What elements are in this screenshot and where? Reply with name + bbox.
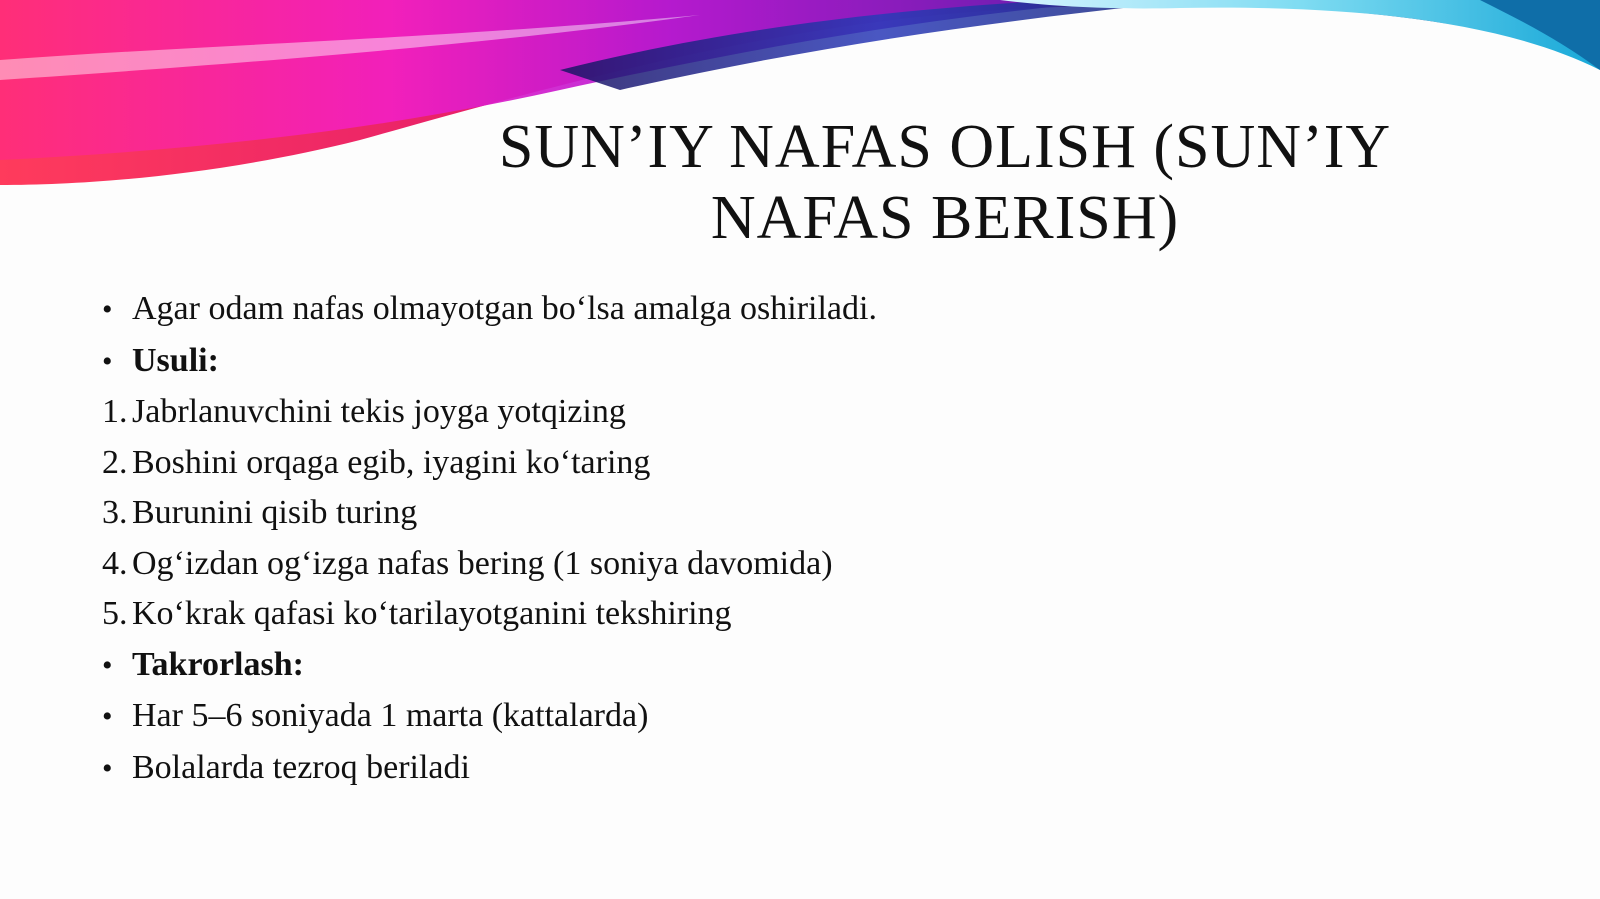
step-text: Ko‘krak qafasi ko‘tarilayotganini tekshiring [132, 595, 732, 632]
numbered-step [102, 488, 1402, 539]
section-heading-takrorlash: Takrorlash: [132, 645, 304, 683]
bullet-text: Agar odam nafas olmayotgan bo‘lsa amalga oshiriladi. [132, 290, 877, 327]
slide-body [102, 284, 1402, 794]
bullet-item [102, 691, 1402, 743]
numbered-step [102, 589, 1402, 640]
step-text: Jabrlanuvchini tekis joyga yotqizing [132, 393, 626, 430]
bullet-marker: • [102, 344, 113, 378]
section-heading-usuli: Usuli: [132, 341, 219, 379]
bullet-text: Bolalarda tezroq beriladi [132, 748, 470, 786]
numbered-step [102, 539, 1402, 590]
bullet-item [102, 743, 1402, 795]
slide-title-line-2: NAFAS BERISH) [710, 184, 1180, 252]
step-text: Boshini orqaga egib, iyagini ko‘taring [132, 443, 651, 481]
bullet-marker: • [102, 648, 113, 682]
step-number: 4. [102, 544, 128, 582]
bullet-item-heading [102, 336, 1402, 388]
step-number: 5. [102, 595, 128, 632]
bullet-marker: • [102, 700, 113, 733]
numbered-step [102, 438, 1402, 489]
bullet-item [102, 284, 1402, 336]
bullet-marker: • [102, 293, 113, 326]
step-number: 3. [102, 494, 128, 531]
bullet-marker: • [102, 751, 113, 785]
step-number: 1. [102, 393, 128, 430]
numbered-step [102, 387, 1402, 438]
bullet-item-heading [102, 640, 1402, 692]
step-text: Og‘izdan og‘izga nafas bering (1 soniya davomida) [132, 544, 833, 582]
bullet-text: Har 5–6 soniyada 1 marta (kattalarda) [132, 697, 649, 734]
step-text: Burunini qisib turing [132, 494, 418, 531]
step-number: 2. [102, 443, 128, 481]
slide-title [440, 112, 1450, 254]
slide-title-line-1: SUN’IY NAFAS OLISH (SUN’IY [498, 113, 1392, 181]
